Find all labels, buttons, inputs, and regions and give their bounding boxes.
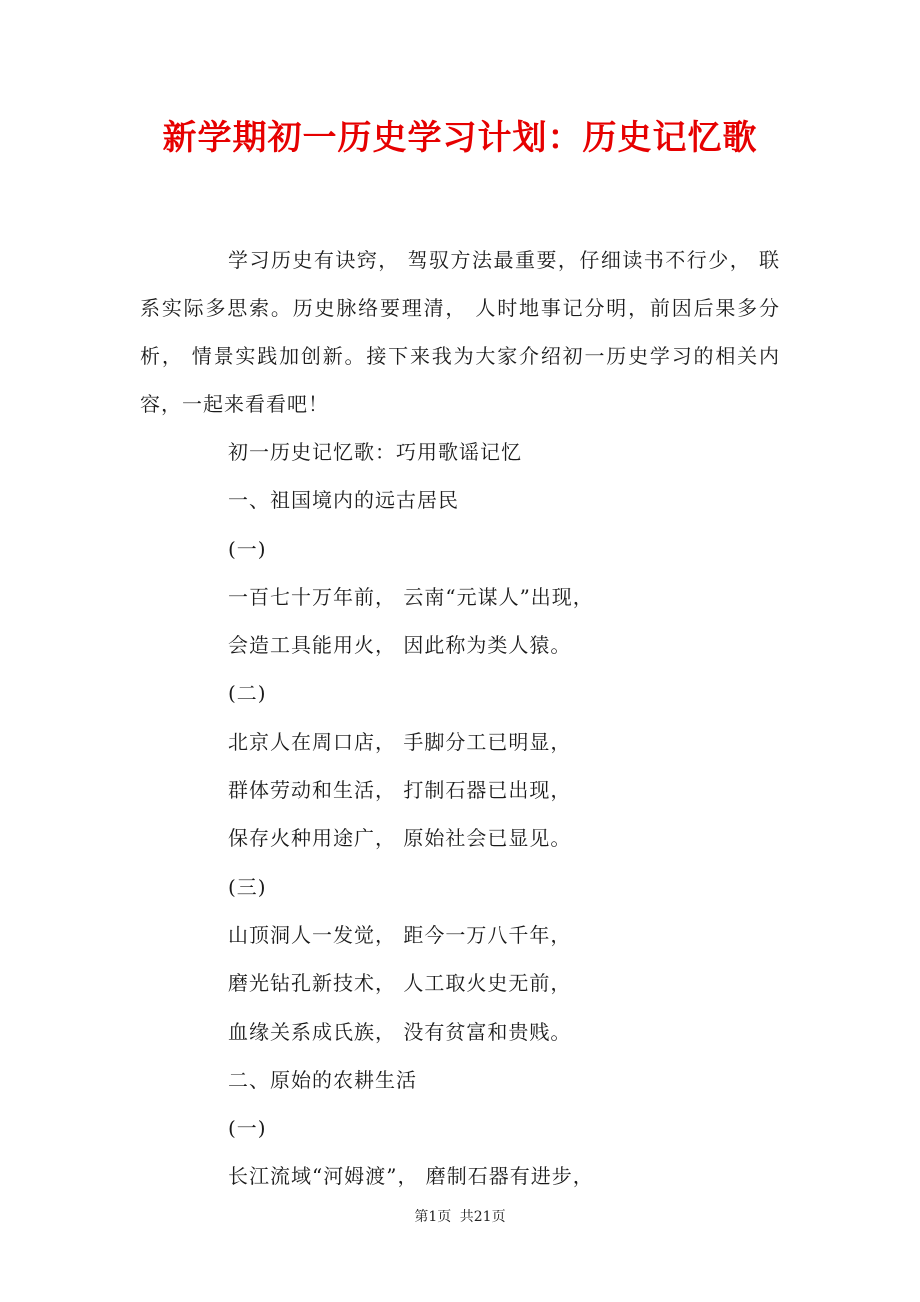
section-heading: 一、祖国境内的远古居民 [228, 488, 459, 513]
section-heading: 二、原始的农耕生活 [228, 1067, 417, 1092]
subsection-marker: (一) [228, 536, 267, 561]
poem-lines [228, 428, 788, 1201]
page-total: 共21页 [459, 1209, 506, 1225]
page-number: 第1页 [414, 1209, 452, 1225]
page-footer [0, 1206, 920, 1226]
subsection-marker: (一) [228, 1116, 267, 1141]
poem-line: 磨光钻孔新技术， 人工取火史无前， [228, 971, 572, 996]
subsection-marker: (三) [228, 874, 267, 899]
poem-line: 血缘关系成氏族， 没有贫富和贵贱。 [228, 1019, 572, 1044]
subsection-marker: (二) [228, 681, 267, 706]
poem-line: 一百七十万年前， 云南“元谋人”出现， [228, 584, 594, 609]
poem-line: 北京人在周口店， 手脚分工已明显， [228, 729, 572, 754]
poem-line: 保存火种用途广， 原始社会已显见。 [228, 826, 572, 851]
poem-line: 会造工具能用火， 因此称为类人猿。 [228, 633, 572, 658]
document-title: 新学期初一历史学习计划：历史记忆歌 [162, 118, 758, 158]
poem-line: 山顶洞人一发觉， 距今一万八千年， [228, 922, 572, 947]
poem-line: 长江流域“河姆渡”， 磨制石器有进步， [228, 1164, 594, 1189]
poem-line: 群体劳动和生活， 打制石器已出现， [228, 778, 572, 803]
section-subtitle: 初一历史记忆歌：巧用歌谣记忆 [228, 440, 522, 464]
intro-paragraph: 学习历史有诀窍， 驾驭方法最重要，仔细读书不行少， 联系实际多思索。历史脉络要理清， 人时地事记分明，前因后果多分析， 情景实践加创新。接下来我为大家介绍初一历史学习的相关内容，一起来看看吧！ [140, 248, 780, 416]
